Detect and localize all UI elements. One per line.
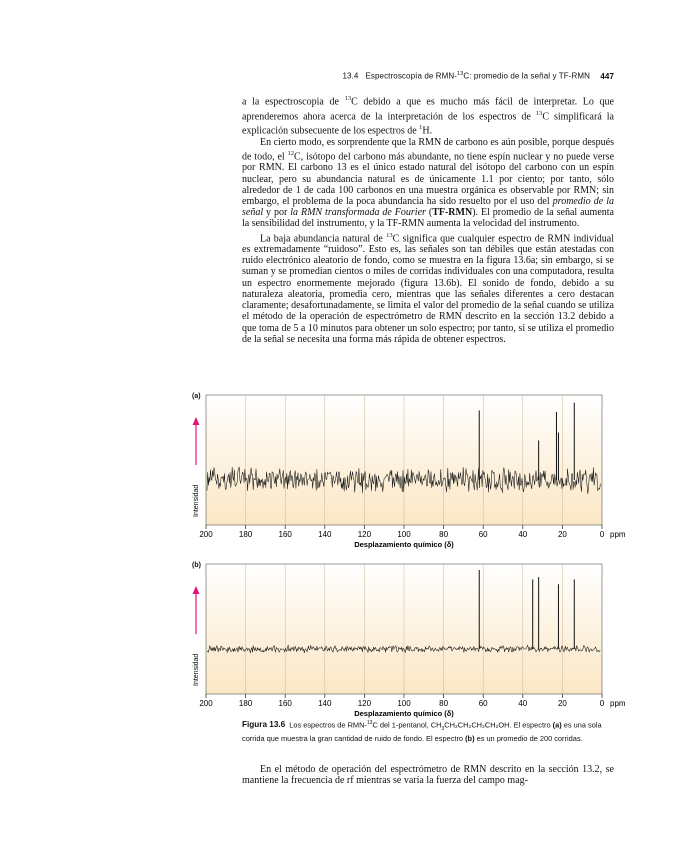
caption-text-5: es un promedio de 200 corridas. xyxy=(474,733,583,743)
section-title: Espectroscopía de RMN- xyxy=(365,71,458,81)
x-tick-label: 140 xyxy=(318,530,332,539)
x-tick-label: 20 xyxy=(557,530,567,539)
section-number: 13.4 xyxy=(342,71,359,81)
section-title-sup: 13 xyxy=(457,71,464,77)
spectrum-panel-b xyxy=(186,562,626,722)
x-axis-title: Desplazamiento químico (δ) xyxy=(354,540,454,549)
figure-caption: Figura 13.6 Los espectros de RMN-$^{13}$C del 1-pentanol, $CH_3CH_2CH_2CH_2CH_2OH$. El espectro (a) es una sola corrida que muestra la gran cantidad de ruido de fondo. El espectro (b) es un promedio de 200 corridas. xyxy=(242,720,602,743)
x-tick-label: 180 xyxy=(238,530,253,539)
paragraph-2: En cierto modo, es sorprendente que la RMN de carbono es aún posible, porque después de todo, el $^{12}$C, isótopo del carbono más abundante, no tiene espín nuclear y no puede verse por RMN. El carbono 13 es el único estado natural del isótopo del carbono con un espín nuclear, pero su abundancia natural es de únicamente 1.1 por ciento; por tanto, sólo alrededor de 1 de cada 100 carbonos en una muestra orgánica es observable por RMN; sin embargo, el problema de la poca abundancia ha sido resuelto por el uso del promedio de la señal y por la RMN transformada de Fourier (TF-RMN). El promedio de la señal aumenta la sensibilidad del instrumento, y la TF-RMN aumenta la velocidad del instrumento. xyxy=(242,136,615,230)
caption-formula: CH₂CH₂CH₂CH₂OH xyxy=(444,720,510,730)
caption-text-4: es una sola corrida que muestra la gran cantidad de ruido de fondo. El espectro xyxy=(242,720,602,743)
x-tick-label: 120 xyxy=(357,699,372,708)
intensity-arrow-head xyxy=(193,586,200,594)
x-tick-label: 100 xyxy=(397,699,411,708)
x-tick-label: 80 xyxy=(439,530,449,539)
spectrum-a-chart xyxy=(186,393,626,553)
x-tick-label: 200 xyxy=(199,530,213,539)
caption-label: Figura 13.6 xyxy=(242,720,286,730)
running-head xyxy=(300,71,614,81)
caption-sup: 13 xyxy=(366,720,373,726)
x-tick-label: 100 xyxy=(397,530,411,539)
x-tick-label: 160 xyxy=(278,699,292,708)
x-tick-label: 60 xyxy=(478,530,488,539)
panel-b-label: (b) xyxy=(192,562,201,569)
paragraph-1: a la espectroscopia de $^{13}$C debido a que es mucho más fácil de interpretar. Lo que aprenderemos ahora acerca de la interpretación de los espectros de $^{13}$C simplificará la explicación subsecuente de los espectros de $^1$H. xyxy=(242,95,614,137)
spectrum-panel-a xyxy=(186,393,626,553)
y-axis-title: Intensidad xyxy=(193,484,200,517)
page-number: 447 xyxy=(600,71,614,81)
caption-text-2: C del 1-pentanol, CH xyxy=(372,720,442,730)
x-tick-label: 60 xyxy=(478,699,488,708)
x-tick-label: 140 xyxy=(318,699,332,708)
panel-a-label: (a) xyxy=(192,393,201,400)
section-title-rest: C: promedio de la señal y TF-RMN xyxy=(463,71,591,81)
x-tick-label: 160 xyxy=(278,530,292,539)
x-tick-label: 80 xyxy=(439,699,449,708)
x-tick-label: 40 xyxy=(518,530,528,539)
body-text-bottom xyxy=(242,764,614,786)
x-unit-label: ppm xyxy=(610,699,626,708)
x-tick-label: 20 xyxy=(557,699,567,708)
x-tick-label: 0 xyxy=(599,530,605,539)
body-text-top xyxy=(242,93,614,345)
x-tick-label: 180 xyxy=(238,699,253,708)
x-unit-label: ppm xyxy=(610,530,626,539)
paragraph-bottom: En el método de operación del espectrómetro de RMN descrito en la sección 13.2, se mantiene la frecuencia de rf mientras se varía la fuerza del campo mag- xyxy=(242,764,614,787)
x-tick-label: 0 xyxy=(599,699,605,708)
x-tick-label: 200 xyxy=(199,699,213,708)
caption-b: (b) xyxy=(465,733,475,743)
spectrum-b-chart xyxy=(186,562,626,722)
caption-text-1: Los espectros de RMN- xyxy=(289,720,367,730)
caption-text-3: . El espectro xyxy=(509,720,553,730)
x-tick-label: 40 xyxy=(518,699,528,708)
x-tick-label: 120 xyxy=(357,530,372,539)
intensity-arrow-head xyxy=(193,417,200,425)
y-axis-title: Intensidad xyxy=(193,653,200,686)
paragraph-3: La baja abundancia natural de $^{13}$C significa que cualquier espectro de RMN individual es extremadamente “ruidoso”. Esto es, las señales son tan débiles que están atestadas con ruido electrónico aleatorio de fondo, como se muestra en la figura 13.6a; sin embargo, si se suman y se promedian cientos o miles de corridas individuales con una computadora, resulta un espectro enormemente mejorado (figura 13.6b). El sonido de fondo, debido a su naturaleza aleatoria, promedia cero, mientras que las señales diferentes a cero destacan claramente; desafortunadamente, se limita el valor del promedio de la señal cuando se utiliza el método de la operación de espectrómetro de RMN descrito en la sección 13.2 debido a que toma de 5 a 10 minutos para obtener un solo espectro; por tanto, si se utiliza el promedio de la señal se necesita una forma más rápida de obtener espectros. xyxy=(242,231,614,345)
caption-a: (a) xyxy=(552,720,562,730)
x-axis-title: Desplazamiento químico (δ) xyxy=(354,709,454,718)
